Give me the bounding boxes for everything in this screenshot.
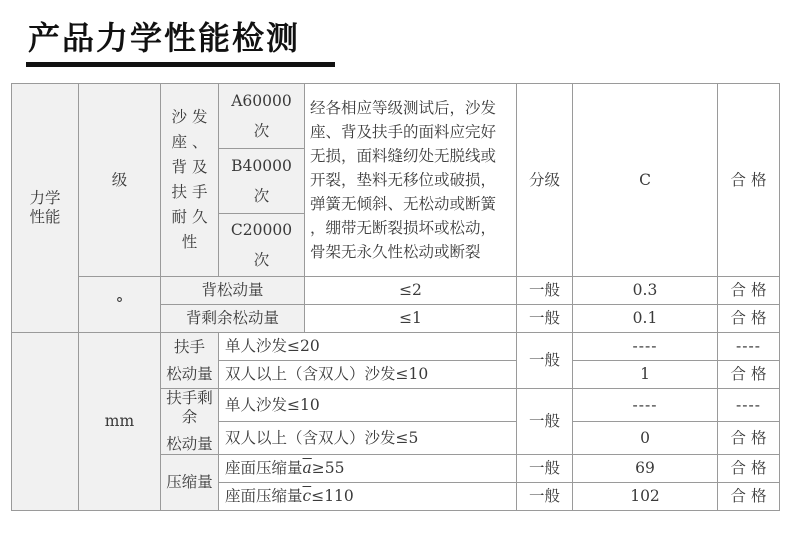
requirement-prefix: 座面压缩量 <box>225 487 303 505</box>
result-cell: C <box>573 84 718 277</box>
requirement-cell <box>219 483 517 511</box>
result-cell: 0.3 <box>573 277 718 305</box>
level-cell: 分级 <box>517 84 573 277</box>
mean-symbol: $\overline{a}$ <box>302 459 312 477</box>
requirement-line: 骨架无永久性松动或断裂 <box>310 243 481 261</box>
verdict-cell: 合 格 <box>718 305 780 333</box>
result-cell: 102 <box>573 483 718 511</box>
category-line: 性能 <box>29 208 61 226</box>
grade-code: A60000 <box>231 92 292 110</box>
requirement-cell <box>219 455 517 483</box>
result-cell: 1 <box>573 361 718 389</box>
requirement-prefix: 座面压缩量 <box>225 459 303 477</box>
verdict-cell: 合 格 <box>718 455 780 483</box>
requirement-line: 开裂，垫料无移位或破损， <box>310 171 497 189</box>
requirement-cell: 单人沙发≤10 <box>219 389 517 422</box>
title-underline <box>26 62 335 67</box>
item-cell <box>161 84 219 277</box>
grade-suffix: 次 <box>253 251 270 269</box>
item-cell: 背松动量 <box>161 277 305 305</box>
requirement-line: 经各相应等级测试后，沙发 <box>310 99 497 117</box>
requirement-cell: 双人以上（含双人）沙发≤5 <box>219 422 517 455</box>
unit-cell: 级 <box>79 84 161 277</box>
requirement-cell: 双人以上（含双人）沙发≤10 <box>219 361 517 389</box>
item-line: 松动量 <box>166 435 213 453</box>
item-cell <box>161 389 219 455</box>
item-line: 沙 发 <box>171 108 208 126</box>
grade-suffix: 次 <box>253 187 270 205</box>
item-line: 松动量 <box>166 364 213 383</box>
item-line: 背 及 <box>171 158 208 176</box>
level-cell: 一般 <box>517 455 573 483</box>
requirement-suffix: ≤110 <box>311 487 354 505</box>
result-cell: 69 <box>573 455 718 483</box>
unit-cell: ° <box>79 277 161 333</box>
result-cell: ---- <box>573 389 718 422</box>
verdict-cell: 合 格 <box>718 361 780 389</box>
requirement-line: 无损，面料缝纫处无脱线或 <box>310 147 497 165</box>
grade-code: B40000 <box>231 157 292 175</box>
grade-cell <box>219 84 305 149</box>
requirement-suffix: ≥55 <box>311 459 345 477</box>
requirement-cell: ≤2 <box>305 277 517 305</box>
verdict-cell: ---- <box>718 333 780 361</box>
requirement-cell: 单人沙发≤20 <box>219 333 517 361</box>
level-cell: 一般 <box>517 277 573 305</box>
level-cell: 一般 <box>517 333 573 389</box>
item-line: 性 <box>181 233 198 251</box>
unit-cell: mm <box>79 333 161 511</box>
level-cell: 一般 <box>517 389 573 455</box>
result-cell: ---- <box>573 333 718 361</box>
requirement-cell: ≤1 <box>305 305 517 333</box>
item-line: 耐 久 <box>171 208 208 226</box>
item-cell <box>161 333 219 389</box>
category-cell <box>12 84 79 333</box>
requirement-line: 座、背及扶手的面料应完好 <box>310 123 497 141</box>
item-line: 扶手 <box>173 337 205 356</box>
result-cell: 0.1 <box>573 305 718 333</box>
requirement-line: ，绷带无断裂损坏或松动， <box>310 219 497 237</box>
item-line: 扶手剩余 <box>166 389 213 426</box>
verdict-cell: 合 格 <box>718 422 780 455</box>
result-cell: 0 <box>573 422 718 455</box>
empty-category-cell <box>12 333 79 511</box>
page-title: 产品力学性能检测 <box>28 19 301 57</box>
verdict-cell: 合 格 <box>718 84 780 277</box>
item-line: 扶 手 <box>171 183 208 201</box>
item-cell: 压缩量 <box>161 455 219 511</box>
verdict-cell: 合 格 <box>718 277 780 305</box>
level-cell: 一般 <box>517 305 573 333</box>
category-line: 力学 <box>29 189 61 207</box>
grade-cell <box>219 214 305 277</box>
mean-symbol: $\overline{c}$ <box>302 487 312 505</box>
verdict-cell: ---- <box>718 389 780 422</box>
grade-cell <box>219 149 305 214</box>
level-cell: 一般 <box>517 483 573 511</box>
requirement-line: 弹簧无倾斜、无松动或断簧 <box>310 195 497 213</box>
grade-suffix: 次 <box>253 122 270 140</box>
grade-code: C20000 <box>230 221 293 239</box>
requirement-cell <box>305 84 517 277</box>
item-cell: 背剩余松动量 <box>161 305 305 333</box>
verdict-cell: 合 格 <box>718 483 780 511</box>
mechanical-properties-table <box>11 83 780 511</box>
item-line: 座 、 <box>171 133 208 151</box>
